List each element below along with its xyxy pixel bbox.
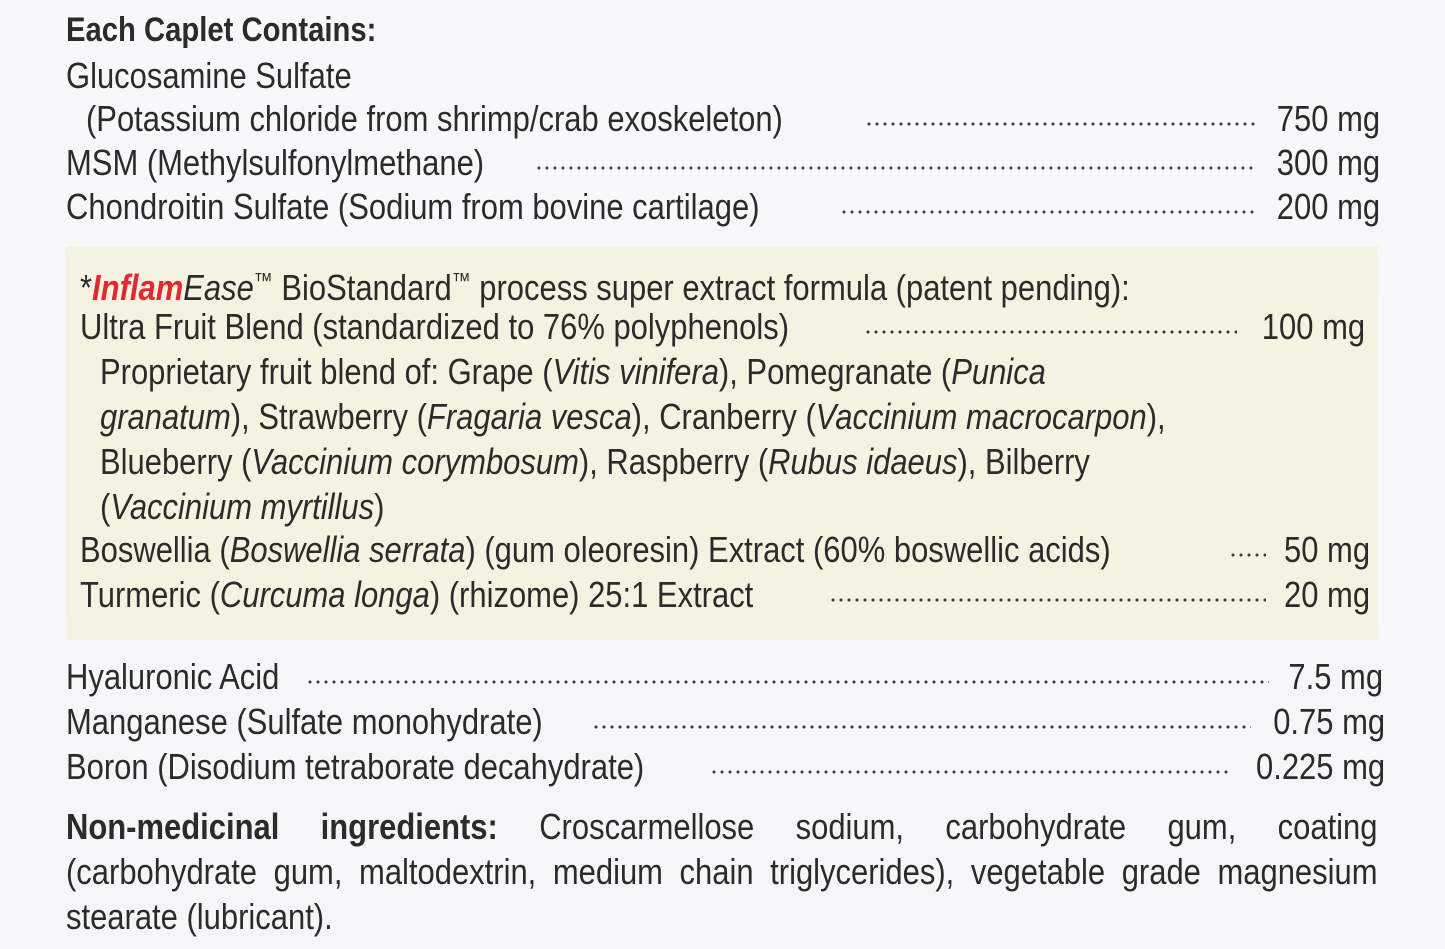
chondroitin-name: Chondroitin Sulfate (Sodium from bovine cartilage) [66, 186, 760, 227]
dot-leader [829, 595, 1266, 605]
turmeric-name: Turmeric (Curcuma longa) (rhizome) 25:1 Extract [80, 574, 754, 615]
fruit-blend-line-4: (Vaccinium myrtillus) [100, 486, 385, 527]
msm-name: MSM (Methylsulfonylmethane) [66, 142, 485, 183]
manganese-name: Manganese (Sulfate monohydrate) [66, 701, 543, 742]
fruit-blend-line-1: Proprietary fruit blend of: Grape (Vitis vinifera), Pomegranate (Punica [100, 351, 1046, 392]
boron-amount: 0.225 mg [1256, 746, 1386, 787]
brand-inflam: Inflam [92, 267, 184, 308]
ingredient-row-chondroitin [66, 185, 1381, 229]
contents-heading: Each Caplet Contains: [66, 11, 377, 49]
msm-amount: 300 mg [1276, 142, 1381, 183]
ingredient-row-boron [66, 745, 1386, 789]
ultra-fruit-name: Ultra Fruit Blend (standardized to 76% polyphenols) [80, 306, 790, 347]
biostandard-label: BioStandard [281, 267, 452, 308]
boron-name: Boron (Disodium tetraborate decahydrate) [66, 746, 645, 787]
dot-leader [1229, 550, 1266, 560]
non-medicinal-label: Non-medicinal ingredients: [66, 806, 498, 847]
glucosamine-amount: 750 mg [1276, 98, 1381, 139]
ingredient-row-turmeric [80, 573, 1370, 617]
fruit-blend-line-3: Blueberry (Vaccinium corymbosum), Raspberry (Rubus idaeus), Bilberry [100, 441, 1090, 482]
ingredient-row-ultra-fruit [80, 305, 1365, 349]
glucosamine-detail: (Potassium chloride from shrimp/crab exoskeleton) [86, 98, 783, 139]
manganese-amount: 0.75 mg [1273, 701, 1386, 742]
ingredient-row-glucosamine [86, 97, 1381, 141]
formula-title [80, 259, 1130, 310]
dot-leader [840, 207, 1256, 217]
asterisk: * [80, 267, 93, 308]
glucosamine-name: Glucosamine Sulfate [66, 55, 352, 96]
ingredient-row-hyaluronic [66, 655, 1384, 699]
trademark-symbol: ™ [253, 268, 273, 293]
trademark-symbol: ™ [451, 268, 471, 293]
dot-leader [865, 119, 1256, 129]
chondroitin-amount: 200 mg [1276, 186, 1381, 227]
hyaluronic-amount: 7.5 mg [1288, 656, 1384, 697]
turmeric-amount: 20 mg [1284, 574, 1371, 615]
dot-leader [306, 677, 1269, 687]
fruit-blend-line-2: granatum), Strawberry (Fragaria vesca), Cranberry (Vaccinium macrocarpon), [100, 396, 1166, 437]
dot-leader [592, 722, 1251, 732]
ingredient-row-manganese [66, 700, 1386, 744]
non-medicinal-paragraph [66, 804, 1378, 939]
formula-title-rest: process super extract formula (patent pending): [479, 267, 1130, 308]
boswellia-amount: 50 mg [1284, 529, 1371, 570]
dot-leader [710, 767, 1231, 777]
ingredient-row-msm [66, 141, 1381, 185]
non-medicinal-text: Croscarmellose sodium, carbohydrate gum, coating (carbohydrate gum, maltodextrin, medium chain triglycerides), vegetable grade magnesium stearate (lubricant). [66, 806, 1378, 937]
ultra-fruit-amount: 100 mg [1261, 306, 1365, 347]
brand-ease: Ease [183, 267, 254, 308]
boswellia-name: Boswellia (Boswellia serrata) (gum oleoresin) Extract (60% boswellic acids) [80, 529, 1111, 570]
dot-leader [864, 327, 1237, 337]
ingredient-row-boswellia [80, 528, 1370, 572]
dot-leader [535, 163, 1256, 173]
hyaluronic-name: Hyaluronic Acid [66, 656, 280, 697]
